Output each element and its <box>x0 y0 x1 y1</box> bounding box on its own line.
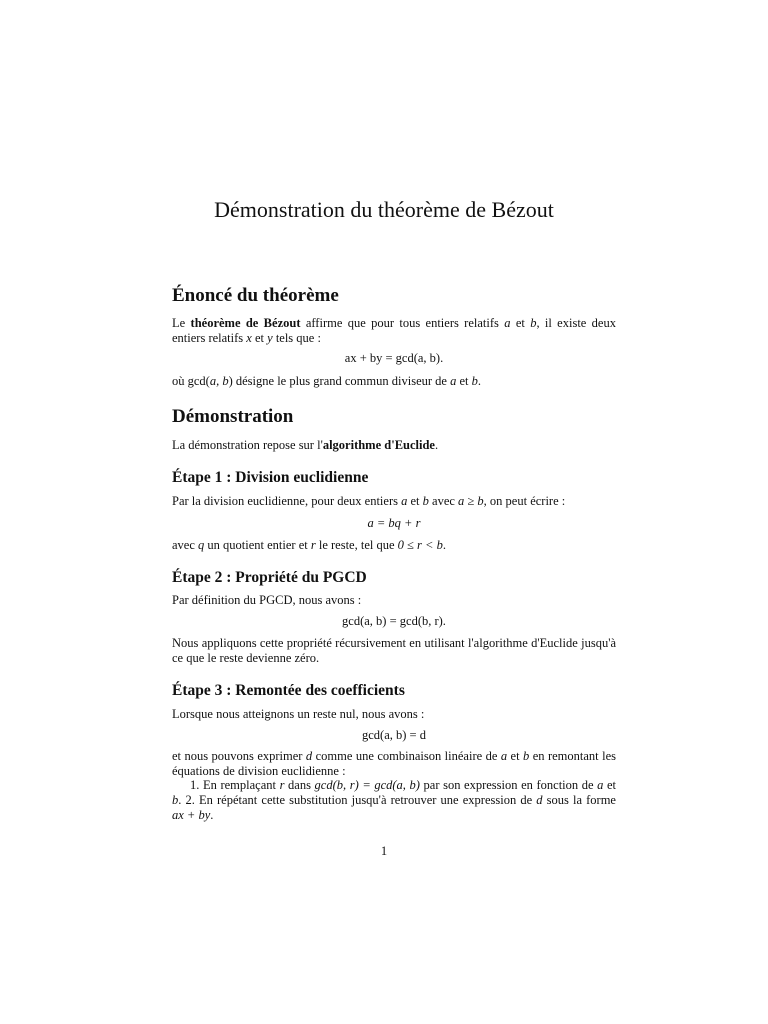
math-var: b <box>471 374 478 388</box>
math-var: d <box>536 793 543 807</box>
page-number: 1 <box>380 844 388 858</box>
gcd-definition-paragraph <box>172 374 616 389</box>
math-var: b <box>523 749 530 763</box>
math-var: a <box>504 316 511 330</box>
text: en remontant les équations de division euclidienne : <box>172 749 616 778</box>
section-heading-enonce: Énoncé du théorème <box>172 285 339 306</box>
text: et nous pouvons exprimer <box>172 749 306 763</box>
text: où gcd( <box>172 374 210 388</box>
math-var: a <box>597 778 604 792</box>
gcd-property-equation: gcd(a, b) = gcd(b, r). <box>342 614 446 628</box>
text: dans <box>284 778 315 792</box>
text: . <box>477 374 481 388</box>
math-var: b <box>422 494 429 508</box>
math-expression: gcd(b, r) = gcd(a, b) <box>314 778 420 792</box>
step1-heading: Étape 1 : Division euclidienne <box>172 469 369 486</box>
step3-heading: Étape 3 : Remontée des coefficients <box>172 682 405 699</box>
text: et <box>603 778 616 792</box>
text: et <box>507 749 524 763</box>
math-expression: a ≥ b <box>458 494 484 508</box>
math-var: q <box>198 538 205 552</box>
math-var: a, b <box>209 374 229 388</box>
step2-recursion-paragraph: Nous appliquons cette propriété récursivement en utilisant l'algorithme d'Euclide jusqu'à ce que le reste devienne zéro. <box>172 636 616 665</box>
substitution-steps-paragraph <box>172 778 616 823</box>
text: sous la forme <box>542 793 616 807</box>
step1-paragraph <box>172 494 616 509</box>
demo-intro-paragraph <box>172 438 616 453</box>
math-var: b <box>530 316 537 330</box>
math-var: y <box>267 331 273 345</box>
bold-term: théorème de Bézout <box>190 316 301 330</box>
division-equation <box>172 516 616 531</box>
linear-combination-paragraph <box>172 749 616 779</box>
math-var: r <box>279 778 285 792</box>
text: et <box>510 316 531 330</box>
text: . <box>442 538 446 552</box>
text: . 2. En répétant cette substitution jusqu'à retrouver une expression de <box>178 793 537 807</box>
math-var: d <box>305 749 313 763</box>
text: Le <box>172 316 191 330</box>
text: . <box>210 808 214 822</box>
text: et <box>251 331 268 345</box>
step2-heading: Étape 2 : Propriété du PGCD <box>172 569 367 586</box>
text: La démonstration repose sur l' <box>172 438 323 452</box>
text: tels que : <box>272 331 321 345</box>
text: ) désigne le plus grand commun diviseur de <box>228 374 451 388</box>
document-title: Démonstration du théorème de Bézout <box>214 197 554 222</box>
text: affirme que pour tous entiers relatifs <box>300 316 505 330</box>
text: un quotient entier et <box>204 538 311 552</box>
section-heading-demonstration: Démonstration <box>172 406 294 427</box>
text: comme une combinaison linéaire de <box>312 749 501 763</box>
math-var: a <box>450 374 457 388</box>
enonce-paragraph <box>172 316 616 346</box>
text: . <box>434 438 439 452</box>
text: , on peut écrire : <box>483 494 566 508</box>
step2-paragraph: Par définition du PGCD, nous avons : <box>172 593 362 607</box>
gcd-result-equation: gcd(a, b) = d <box>362 728 426 742</box>
text: Par la division euclidienne, pour deux entiers <box>172 494 402 508</box>
text: , il existe deux entiers relatifs <box>172 316 616 345</box>
math-var: a <box>500 749 508 763</box>
step3-paragraph: Lorsque nous atteignons un reste nul, nous avons : <box>172 707 425 721</box>
text: 1. En remplaçant <box>190 778 280 792</box>
math-var: r <box>310 538 316 552</box>
text: avec <box>428 494 459 508</box>
math-expression: 0 ≤ r < b <box>397 538 443 552</box>
text: avec <box>172 538 199 552</box>
math-expression: ax + by <box>172 808 211 822</box>
bold-term: algorithme d'Euclide <box>322 438 435 452</box>
text: par son expression en fonction de <box>419 778 598 792</box>
step1-remainder-paragraph <box>172 538 616 553</box>
bezout-equation: ax + by = gcd(a, b). <box>344 351 444 365</box>
text: et <box>407 494 423 508</box>
text: le reste, tel que <box>315 538 398 552</box>
math-var: b <box>172 793 179 807</box>
text: et <box>456 374 472 388</box>
math-var: a <box>401 494 408 508</box>
math-var: x <box>246 331 252 345</box>
math-expression: a = bq + r <box>367 516 421 530</box>
